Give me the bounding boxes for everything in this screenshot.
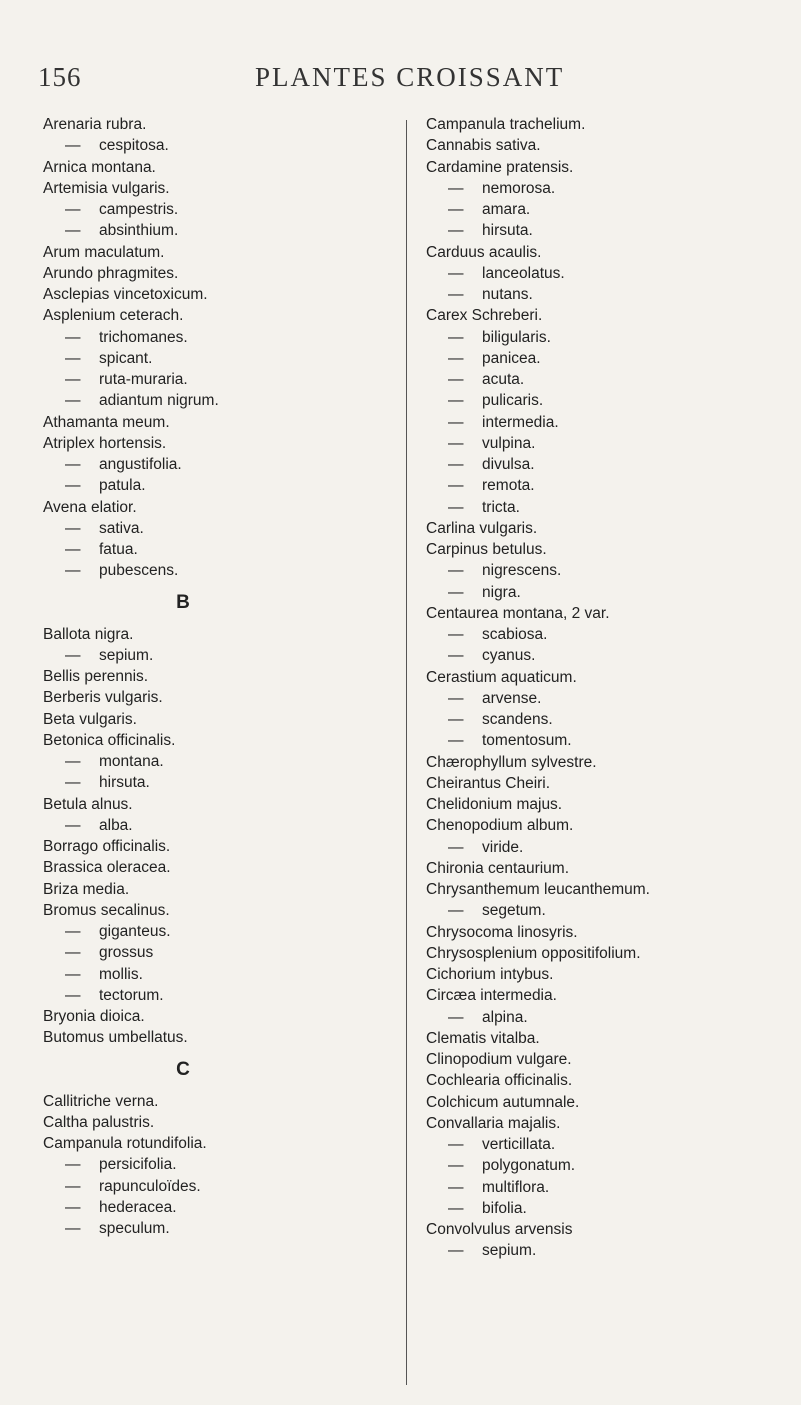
species-name: trichomanes. (99, 328, 188, 346)
genus-entry: Carpinus betulus. (426, 541, 547, 558)
genus-entry: Ballota nigra. (43, 625, 134, 643)
genus-entry: Athamanta meum. (43, 413, 170, 431)
genus-entry: Centaurea montana, 2 var. (426, 604, 610, 622)
species-name: scabiosa. (482, 626, 548, 643)
species-subentry (43, 645, 383, 666)
species-name: sepium. (482, 1242, 537, 1260)
species-name: grossus (99, 944, 154, 962)
ditto-dash: — (65, 1156, 81, 1174)
species-subentry (43, 475, 383, 496)
species-name: sativa. (99, 519, 144, 537)
species-name: sepium. (99, 646, 154, 664)
species-subentry (43, 135, 383, 156)
species-name: nigra. (482, 583, 521, 601)
genus-entry: Avena elatior. (43, 498, 137, 516)
species-name: remota. (482, 477, 535, 495)
species-subentry (426, 348, 786, 369)
ditto-dash: — (65, 477, 81, 495)
species-name: montana. (99, 753, 164, 770)
species-subentry (426, 412, 786, 433)
species-name: alpina. (482, 1008, 528, 1026)
genus-entry: Briza media. (43, 880, 130, 898)
species-name: hirsuta. (99, 774, 150, 792)
genus-entry: Atriplex hortensis. (43, 434, 167, 452)
ditto-dash: — (448, 1178, 464, 1196)
genus-entry: Butomus umbellatus. (43, 1029, 188, 1047)
genus-entry: Bellis perennis. (43, 668, 149, 685)
genus-entry: Carlina vulgaris. (426, 519, 538, 537)
genus-entry: Arenaria rubra. (43, 116, 147, 133)
right-column (426, 114, 786, 1262)
ditto-dash: — (448, 1136, 464, 1153)
ditto-dash: — (65, 774, 81, 792)
species-name: nemorosa. (482, 179, 556, 197)
section-letter: B (176, 591, 190, 613)
genus-entry: Asclepias vincetoxicum. (43, 286, 208, 303)
page-header (0, 62, 801, 102)
species-name: fatua. (99, 541, 138, 558)
species-name: nigrescens. (482, 562, 562, 580)
ditto-dash: — (65, 392, 81, 410)
species-name: multiflora. (482, 1178, 550, 1196)
species-subentry (426, 1240, 786, 1261)
species-subentry (426, 1134, 786, 1155)
ditto-dash: — (448, 838, 464, 856)
species-name: angustifolia. (99, 456, 182, 473)
ditto-dash: — (448, 179, 464, 197)
genus-entry: Carex Schreberi. (426, 307, 543, 325)
species-name: nutans. (482, 286, 533, 303)
genus-entry: Campanula trachelium. (426, 116, 586, 133)
genus-entry: Berberis vulgaris. (43, 689, 163, 707)
genus-entry: Cardamine pratensis. (426, 158, 574, 176)
ditto-dash: — (448, 201, 464, 218)
ditto-dash: — (448, 689, 464, 707)
species-subentry (426, 220, 786, 241)
ditto-dash: — (65, 1220, 81, 1237)
species-subentry (43, 772, 383, 793)
species-name: tomentosum. (482, 732, 572, 750)
ditto-dash: — (448, 732, 464, 750)
species-name: persicifolia. (99, 1156, 177, 1174)
ditto-dash: — (65, 753, 81, 770)
species-subentry (43, 327, 383, 348)
species-subentry (43, 1197, 383, 1218)
species-name: pulicaris. (482, 392, 544, 410)
species-name: mollis. (99, 965, 143, 983)
ditto-dash: — (448, 1008, 464, 1026)
ditto-dash: — (448, 434, 464, 452)
species-name: rapunculoïdes. (99, 1177, 201, 1195)
species-name: arvense. (482, 689, 542, 707)
species-subentry (426, 475, 786, 496)
genus-entry: Borrago officinalis. (43, 838, 171, 855)
genus-entry: Cannabis sativa. (426, 137, 541, 155)
ditto-dash: — (448, 902, 464, 920)
species-name: alba. (99, 816, 133, 834)
ditto-dash: — (65, 562, 81, 580)
ditto-dash: — (448, 626, 464, 643)
species-name: speculum. (99, 1220, 170, 1237)
species-subentry (43, 348, 383, 369)
species-subentry (43, 751, 383, 772)
genus-entry: Cochlearia officinalis. (426, 1072, 573, 1090)
species-subentry (426, 730, 786, 751)
species-subentry (426, 390, 786, 411)
species-subentry (43, 220, 383, 241)
species-subentry (426, 199, 786, 220)
species-subentry (426, 560, 786, 581)
species-subentry (43, 964, 383, 985)
species-subentry (43, 921, 383, 942)
species-name: tectorum. (99, 986, 164, 1004)
genus-entry: Betonica officinalis. (43, 731, 176, 749)
species-subentry (43, 942, 383, 963)
ditto-dash: — (65, 222, 81, 240)
species-subentry (426, 454, 786, 475)
species-subentry (426, 263, 786, 284)
species-subentry (43, 390, 383, 411)
species-name: cespitosa. (99, 137, 169, 155)
ditto-dash: — (448, 392, 464, 410)
left-column (43, 114, 383, 1239)
ditto-dash: — (448, 711, 464, 728)
genus-entry: Chrysosplenium oppositifolium. (426, 944, 641, 962)
ditto-dash: — (448, 1199, 464, 1217)
ditto-dash: — (65, 328, 81, 346)
genus-entry: Callitriche verna. (43, 1092, 159, 1110)
species-name: giganteus. (99, 923, 171, 940)
ditto-dash: — (65, 349, 81, 367)
species-subentry (43, 1218, 383, 1239)
ditto-dash: — (448, 583, 464, 601)
species-name: absinthium. (99, 222, 179, 240)
page-number: 156 (38, 62, 82, 92)
species-subentry (426, 900, 786, 921)
species-name: pubescens. (99, 562, 179, 580)
genus-entry: Brassica oleracea. (43, 859, 171, 877)
genus-entry: Chrysanthemum leucanthemum. (426, 881, 650, 898)
genus-entry: Carduus acaulis. (426, 243, 542, 261)
ditto-dash: — (65, 1177, 81, 1195)
species-subentry (426, 497, 786, 518)
species-subentry (426, 837, 786, 858)
ditto-dash: — (65, 965, 81, 983)
species-subentry (43, 518, 383, 539)
column-divider (406, 120, 407, 1385)
genus-entry: Betula alnus. (43, 795, 133, 813)
species-subentry (43, 454, 383, 475)
species-name: ruta-muraria. (99, 371, 188, 388)
species-name: scandens. (482, 711, 553, 728)
genus-entry: Chenopodium album. (426, 817, 574, 835)
species-name: viride. (482, 838, 524, 856)
ditto-dash: — (448, 349, 464, 367)
genus-entry: Artemisia vulgaris. (43, 179, 170, 197)
ditto-dash: — (65, 371, 81, 388)
genus-entry: Cichorium intybus. (426, 966, 554, 983)
genus-entry: Arnica montana. (43, 158, 156, 176)
ditto-dash: — (448, 498, 464, 516)
species-name: spicant. (99, 349, 153, 367)
species-name: amara. (482, 201, 531, 218)
species-subentry (426, 369, 786, 390)
ditto-dash: — (448, 328, 464, 346)
ditto-dash: — (448, 1157, 464, 1175)
ditto-dash: — (448, 477, 464, 495)
species-name: divulsa. (482, 456, 535, 473)
ditto-dash: — (65, 986, 81, 1004)
ditto-dash: — (65, 137, 81, 155)
section-letter: C (176, 1058, 190, 1080)
genus-entry: Circæa intermedia. (426, 987, 557, 1005)
genus-entry: Bromus secalinus. (43, 901, 170, 919)
species-subentry (43, 560, 383, 581)
species-name: segetum. (482, 902, 546, 920)
ditto-dash: — (448, 647, 464, 665)
genus-entry: Chrysocoma linosyris. (426, 923, 578, 941)
species-subentry (43, 1176, 383, 1197)
species-subentry (43, 199, 383, 220)
species-subentry (426, 284, 786, 305)
species-subentry (43, 985, 383, 1006)
genus-entry: Chironia centaurium. (426, 859, 570, 877)
species-subentry (43, 1154, 383, 1175)
genus-entry: Beta vulgaris. (43, 710, 137, 728)
genus-entry: Chærophyllum sylvestre. (426, 753, 597, 771)
ditto-dash: — (448, 264, 464, 282)
genus-entry: Colchicum autumnale. (426, 1093, 580, 1111)
species-name: bifolia. (482, 1199, 527, 1217)
species-name: hirsuta. (482, 222, 533, 240)
species-subentry (426, 688, 786, 709)
species-name: lanceolatus. (482, 264, 565, 282)
species-name: acuta. (482, 371, 525, 388)
species-name: hederacea. (99, 1198, 177, 1216)
ditto-dash: — (448, 222, 464, 240)
genus-entry: Clematis vitalba. (426, 1029, 540, 1047)
genus-entry: Arum maculatum. (43, 243, 165, 261)
species-subentry (426, 624, 786, 645)
species-subentry (426, 1177, 786, 1198)
genus-entry: Arundo phragmites. (43, 264, 179, 282)
species-name: intermedia. (482, 413, 559, 431)
genus-entry: Asplenium ceterach. (43, 307, 184, 325)
ditto-dash: — (65, 923, 81, 940)
species-subentry (43, 539, 383, 560)
ditto-dash: — (65, 944, 81, 962)
species-subentry (426, 645, 786, 666)
species-name: adiantum nigrum. (99, 392, 219, 410)
species-subentry (426, 582, 786, 603)
ditto-dash: — (65, 541, 81, 558)
ditto-dash: — (448, 1242, 464, 1260)
species-name: vulpina. (482, 434, 536, 452)
genus-entry: Convolvulus arvensis (426, 1221, 573, 1238)
species-name: panicea. (482, 349, 541, 367)
ditto-dash: — (65, 201, 81, 218)
ditto-dash: — (65, 816, 81, 834)
genus-entry: Clinopodium vulgare. (426, 1051, 572, 1068)
ditto-dash: — (65, 646, 81, 664)
ditto-dash: — (65, 519, 81, 537)
ditto-dash: — (448, 371, 464, 388)
species-name: verticillata. (482, 1136, 556, 1153)
running-title: PLANTES CROISSANT (255, 62, 565, 92)
species-subentry (426, 1198, 786, 1219)
species-name: tricta. (482, 498, 520, 516)
genus-entry: Chelidonium majus. (426, 796, 563, 813)
ditto-dash: — (65, 1198, 81, 1216)
species-subentry (43, 815, 383, 836)
genus-entry: Cerastium aquaticum. (426, 668, 577, 686)
species-subentry (426, 709, 786, 730)
species-subentry (426, 178, 786, 199)
ditto-dash: — (448, 456, 464, 473)
species-subentry (426, 1155, 786, 1176)
ditto-dash: — (448, 562, 464, 580)
ditto-dash: — (448, 413, 464, 431)
genus-entry: Bryonia dioica. (43, 1008, 145, 1025)
species-name: cyanus. (482, 647, 536, 665)
species-name: campestris. (99, 201, 179, 218)
genus-entry: Caltha palustris. (43, 1113, 155, 1131)
ditto-dash: — (65, 456, 81, 473)
ditto-dash: — (448, 286, 464, 303)
species-name: polygonatum. (482, 1157, 576, 1175)
genus-entry: Campanula rotundifolia. (43, 1135, 207, 1152)
species-name: patula. (99, 477, 146, 495)
species-subentry (426, 1007, 786, 1028)
genus-entry: Cheirantus Cheiri. (426, 774, 551, 792)
species-subentry (43, 369, 383, 390)
species-subentry (426, 327, 786, 348)
genus-entry: Convallaria majalis. (426, 1114, 561, 1132)
species-subentry (426, 433, 786, 454)
species-name: biligularis. (482, 328, 551, 346)
